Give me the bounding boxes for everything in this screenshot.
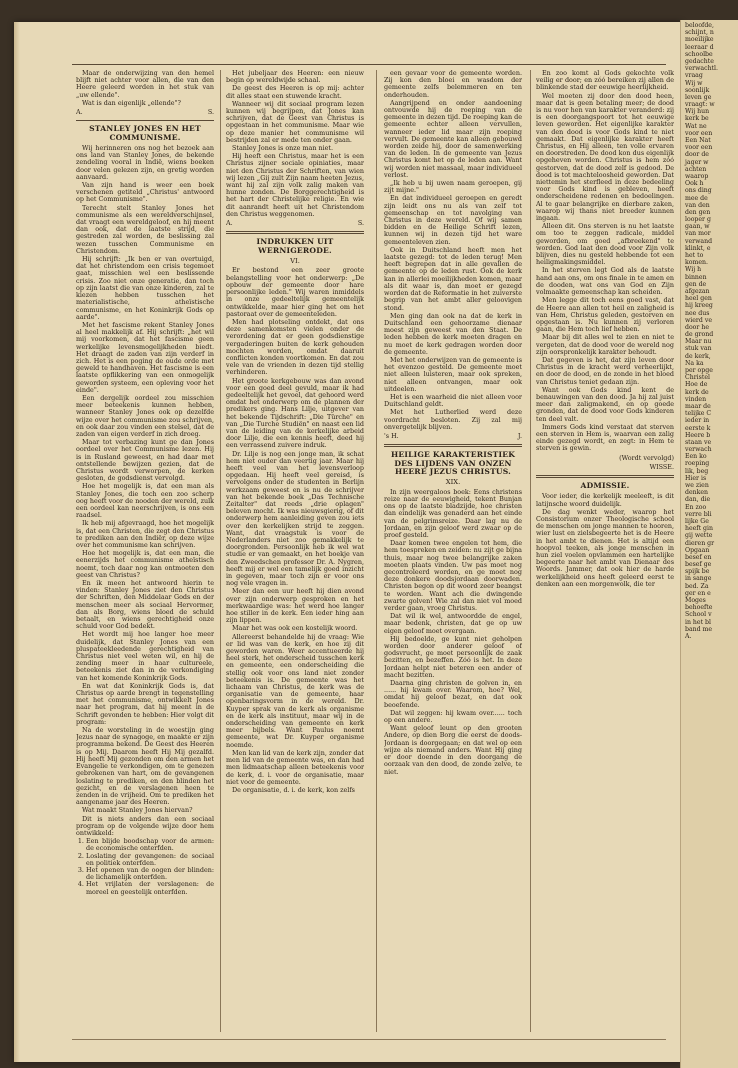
column-1	[76, 70, 214, 1032]
article-paragraph: Men ging dan ook na dat de kerk in Duitschland een gehoorzame dienaar moest zijn geweest van den Staat. De leden hebben de kerk moeten dragen en nu moet de kerk gedragen worden door de gemeente.	[384, 311, 522, 356]
edge-text-fragment: gij wette	[685, 532, 713, 540]
edge-text-fragment: En zoo	[685, 503, 707, 511]
edge-text-fragment: staan ve	[685, 438, 712, 446]
edge-text-fragment: moeilijke	[685, 36, 714, 44]
signature-right: J.	[517, 431, 522, 440]
article-heading: ADMISSIE.	[580, 480, 630, 490]
article-paragraph: En ik meen het antwoord hierin te vinden: Stanley Jones ziet den Christus der Schriften, den Middelaar Gods en der menschen meer als sociaal Hervormer, dan als Borg, wiens bloed de schuld betaalt, en wiens gerechtigheid onze schuld voor God bedekt.	[76, 579, 214, 631]
edge-text-fragment: looper g	[685, 216, 711, 224]
article-paragraph: Daar komen twee engelen tot hem, die hem toespreken en zeiden: nu zijt ge bijna thuis, maar nog twee belangrijke zaken moeten plaats vinden. Uw pas moet nog gecontroleerd worden, en ge moet nog deze donkere doodsjordaan doorwaden. Christen begon op dit woord zeer beangst te worden. Want ach die dwingende zwarte golven! Wie zal dan niet vol moed verder gaan, vroeg Christus.	[384, 539, 522, 613]
column-divider	[530, 70, 531, 1032]
article-paragraph: Met het Lutherlied werd deze voordracht besloten. Zij zal mij onvergetelijk blijven.	[384, 408, 522, 431]
article-paragraph: Alleen dit. Ons sterven is nu het laatste om too te zeggen radicale, middel geworden, om goed „afbreekend" te worden. God laat den dood voor Zijn volk blijven, dies nu gesteld hebbende tot een heiligmakingsmiddel.	[536, 222, 674, 267]
edge-text-fragment: schoolbe	[685, 50, 713, 58]
article-paragraph: Dat wil zeggen: hij kwam over...... toch op een andere.	[384, 708, 522, 725]
article-paragraph: Wel moeten zij door den dood heen, maar dat is geen betaling meer; de dood is nu voor hen van karakter veranderd: zij is een doorgangspoort tot het eeuwige leven geworden. Het eigenlijke karakter van den dood is voor Gods kind te niet gemaakt. Dat eigenlijke karakter heeft Christus, en Hij alleen, ten volle ervaren en doorstreden. De dood kon dus eigenlijk opgeheven worden. Christus is hem zóó gestorven, dat de dood zelf is gedood. De dood is tot machteloosheid geworden. Dat niettemin het sterfleed in deze bedeeling voor Gods kind is gebleven, heeft onderscheidene redenen en bedoelingen. Al te gaar belangrijke en dierbare zaken, waarop wij thans niet breeder kunnen ingaan.	[536, 91, 674, 223]
edge-text-fragment: telijke C	[685, 410, 712, 418]
edge-text-fragment: vraag	[685, 72, 703, 80]
article-paragraph: Meer dan een uur heeft hij dien avond over zijn onderwerp gesproken en het merkwaardige was: het werd hoe langer hoe stiller in de kerk. Een ieder hing aan zijn lippen.	[226, 587, 364, 625]
edge-text-fragment: voor een	[685, 144, 713, 152]
edge-text-fragment: gedachte	[685, 57, 714, 65]
edge-text-fragment: Christel	[685, 374, 710, 382]
article-paragraph: Hij heeft een Christus, maar het is een Christus zijner sociale opiniaties, maar niet den Christus der Schriften, van wien wij lezen „Gij zult Zijn naam heeten Jezus, want hij zal zijn volk zalig maken van hunne zonden. De Borggerechtigheid is het hart der Christelijke religie. En wie dit aanrandt heeft uit het Christendom den Christus weggenomen.	[226, 152, 364, 218]
article-heading: INDRUKKEN UIT WERNIGERODE.	[256, 237, 334, 255]
column-4	[536, 70, 674, 1032]
column-divider	[376, 70, 377, 1032]
edge-text-fragment: stuk van	[685, 345, 712, 353]
edge-text-fragment: verre bli	[685, 510, 712, 518]
article-paragraph: Terecht stelt Stanley Jones het communisme als een wereldverschijnsel, dat vraagt een wereldgeloof, en hij meent dan ook, dat de laatste strijd, die gestreden zal worden, de beslissing zal wezen tusschen Communisme en Christendom.	[76, 203, 214, 255]
page-fold-shadow	[14, 22, 20, 1062]
edge-text-fragment: vraagt: w	[685, 101, 715, 109]
article-paragraph: Men kan lid van de kerk zijn, zonder dat men lid van de gemeente was, en dan had men lidmaatschap alleen beteekenis voor de kerk, d. i. voor de organisatie, maar niet voor de gemeente.	[226, 748, 364, 786]
edge-text-fragment: lijke Ge	[685, 517, 709, 525]
program-list	[76, 838, 214, 896]
separator-rule	[536, 475, 674, 478]
edge-text-fragment: mee de	[685, 194, 708, 202]
edge-text-fragment: Moges	[685, 597, 706, 604]
column-2	[226, 70, 364, 1032]
article-paragraph: In zijn weergaloos boek: Eens christens reize naar de eeuwigheid, tekent Bunjan ons op de laatste bladzijde, hoe christen dan eindelijk was genaderd aan het einde van de pelgrimsreize. Daar lag nu de Jordaan, en zijn geloof werd zwaar op de proef gesteld.	[384, 487, 522, 539]
edge-text-fragment: de kerk,	[685, 352, 711, 360]
edge-text-fragment: Wij h	[685, 266, 702, 274]
article-paragraph: Met het fascisme rekent Stanley Jones al heel makkelijk af. Hij schrijft: „het wil mij voorkomen, dat het fascisme geen werkelijke levensmogelijkheden biedt. Het draagt de zaden van zijn verderf in zich. Het is een poging de oude orde met geweld te handhaven. Het fascisme is een laatste opflikkering van een onmogelijk geworden systeem, een opleving voor het einde".	[76, 320, 214, 394]
edge-text-fragment: komen.	[685, 259, 708, 267]
article-paragraph: Na de worsteling in de woestijn ging Jezus naar de synagoge, en maakte er zijn programma bekend. De Geest des Heeren is op Mij. Daarom heeft Hij Mij gezalfd. Hij heeft Mij gezonden om den armen het Evangelie te verkondigen, om te genezen gebrokenen van hart, om de gevangenen loslating te prediken, en den blinden het gezicht, en de verslagenen heen te zenden in de vrijheid. Om te prediken het aangename jaar des Heeren.	[76, 726, 214, 807]
article-paragraph: „Ik heb u bij uwen naam geroepen, gij zijt mijne."	[384, 179, 522, 195]
edge-text-fragment: eerste k	[685, 424, 711, 432]
article-paragraph: Van zijn hand is weer een boek verschenen getiteld „Christus' antwoord op het Communisme".	[76, 181, 214, 204]
article-paragraph: Ook in Duitschland heeft men het laatste gezegd: tot de leden terug! Men heeft begrepen dat in alle gevallen de gemeente op de leden rust. Ook de kerk kan in allerlei moeilijkheden komen, maar als dit waar is, dan moet er gezegd worden dat de Reformatie in het zuiverste begrip van het ambt aller geloovigen stond.	[384, 245, 522, 312]
separator-rule	[76, 120, 214, 121]
continued-note: (Wordt vervolgd)	[619, 453, 674, 462]
separator-rule	[226, 231, 364, 234]
article-paragraph: Aangrijpend en onder aandoening ontvouwde hij de roeping van de gemeente in dezen tijd. De roeping kan de gemeente echter alleen vervullen, wanneer ieder lid maar zijn roeping vervult. De gemeente kan alleen gebouwd worden zeide hij, door de samenwerking van de leden. In de gemeente van Jezus Christus komt het op de leden aan. Want wij worden niet massaal, maar individueel verlost.	[384, 98, 522, 179]
edge-text-fragment: maar de	[685, 402, 711, 410]
article-paragraph: Maar bij dit alles wel te zien en niet te vergeten, dat de dood voor de wereld nog zijn oorspronkelijk karakter behoudt.	[536, 333, 674, 356]
article-paragraph: Want geloof leunt op den grooten Andere, op dien Borg die eerst de doods-Jordaan is doorgegaan; en dat wel op een wijze als niemand anders. Want Hij ging er door doende in den doorgang de oorzaak van den dood, de zonde zelve, te niet.	[384, 724, 522, 776]
edge-text-fragment: klinkt, e	[685, 244, 711, 252]
article-paragraph: Het wordt mij hoe langer hoe meer duidelijk, dat Stanley Jones van een pluspateekleedende gerechtigheid van Christus niet veel weten wil, en hij de zending meer in haar cultureele, beteekenis ziet dan in de verkondiging van het komende Koninkrijk Gods.	[76, 630, 214, 682]
article-paragraph: Maar tot verbazing kunt ge dan Jones oordeel over het Communisme lezen. Hij is in Rusland geweest, en had daar met ontstellende bewijzen gezien, dat de Christus wordt verworpen, de kerken gesloten, de godsdienst vervolgd.	[76, 438, 214, 483]
edge-text-fragment: behoefte	[685, 604, 713, 612]
edge-text-fragment: het to	[685, 252, 704, 259]
signature-left: A.	[226, 219, 233, 228]
article-paragraph: Er bestond een zeer groote belangstelling voor het onderwerp: „De opbouw der gemeente door hare persoonlijke leden." Wij waren inmiddels in onze gedeeltelijk gemeentelijk ontwikkelde, maar hier ging het om het pastoraat over de gemeenteleden.	[226, 266, 364, 318]
article-paragraph: En zoo komt al Gods gekochte volk veilig er door; en zóó bereiken zij allen de blinkende stad der eeuwige heerlijkheid.	[536, 70, 674, 92]
article-paragraph: een gevaar voor de gemeente worden. Zij kon den bloei en wasdom der gemeente zelfs belemmeren en ten onderhouden.	[384, 70, 522, 99]
edge-text-fragment: de grond	[685, 331, 714, 339]
edge-text-fragment: in sange	[685, 575, 712, 583]
article-paragraph: Het jubeljaar des Heeren: een nieuw begin op wereldwijde schaal.	[226, 70, 364, 85]
article-paragraph: Maar het was ook een kostelijk woord.	[232, 624, 358, 633]
top-rule	[72, 64, 666, 65]
edge-text-fragment: per opge	[685, 367, 713, 374]
edge-text-fragment: heeft gin	[685, 525, 713, 533]
program-list-item: 4. Het vrijlaten der verslagenen: de moreel en geestelijk onterfden.	[86, 881, 214, 895]
article-subheading: VI.	[290, 257, 300, 266]
edge-text-fragment: van den	[685, 201, 710, 209]
edge-text-fragment: jager w	[685, 158, 709, 166]
edge-text-fragment: waarop	[685, 172, 709, 180]
edge-text-fragment: Wij w	[685, 79, 703, 87]
adjacent-page-edge	[680, 20, 738, 1068]
edge-text-fragment: Ook h	[685, 180, 704, 188]
edge-text-fragment: in het bl	[685, 618, 711, 626]
edge-text-fragment: band me	[685, 625, 713, 633]
signature-left: 's H.	[384, 431, 399, 440]
edge-text-fragment: den gen	[685, 208, 711, 216]
article-paragraph: Hij schrijft: „Ik ben er van overtuigd, dat het christendom een crisis tegemoet gaat, misschien wel een beslissende crisis. Zoo niet onze generatie, dan toch op zijn laatst die van onze kinderen, zal te kiezen hebben tusschen het materialistische, atheïstische communisme, en het Koninkrijk Gods op aarde".	[76, 255, 214, 321]
article-paragraph: Dr. Lilje is nog een jonge man, ik schat hem niet ouder dan veertig jaar. Maar hij heeft veel van het levensverloop opgedaan. Hij heeft veel gereisd, is vervolgens onder de studenten in Berlijn werkzaam geweest en is nu de schrijver van het bekende boek „Das Technische Zeitalter" dat reeds „drie oplagen" beleven mocht. Ik was nieuwsgierig, of dit onderwerp hem aanleiding geven zou iets over den kerkelijken strijd te zeggen. Want, dat vraagstuk is voor de Nederlanders niet zoo gemakkelijk te doorgronden. Persoonlijk heb ik wel wat studie er van gemaakt, en het boekje van den Zweedschen professor Dr. A. Nygren, heeft mij er wel een tamelijk goed inzicht in gegeven, maar toch zijn er voor ons nog vele vragen in.	[226, 449, 364, 588]
edge-text-fragment: gen de	[685, 280, 707, 288]
edge-text-fragment: verwach	[685, 446, 712, 454]
edge-text-fragment: Maar nu	[685, 338, 712, 346]
edge-text-fragment: heel gen	[685, 295, 712, 303]
edge-text-fragment: spijk be	[685, 568, 710, 576]
article-paragraph: Ik heb mij afgevraagd, hoe het mogelijk is, dat een Christen, die zegt den Christus te prediken aan den Indiër, op deze wijze over het communisme kan schrijven.	[76, 519, 214, 549]
edge-text-fragment: wierd ve	[685, 316, 712, 324]
edge-text-fragment: binnen	[685, 273, 707, 281]
edge-text-fragment: Heere b	[685, 431, 711, 439]
edge-text-fragment: verwachtl.	[685, 65, 718, 73]
edge-text-fragment: ons ding	[685, 187, 712, 195]
edge-text-fragment: roeping	[685, 460, 710, 468]
edge-text-fragment: verwand	[685, 237, 713, 245]
article-paragraph: De organisatie, d. i. de kerk, kon zelfs	[232, 785, 355, 794]
article-paragraph: Met het onderwijzen van de gemeente is het evenzoo gesteld. De gemeente moet niet alleen luisteren, maar ook spreken, niet alleen ontvangen, maar ook uitdeelen.	[384, 355, 522, 393]
edge-text-fragment: schijnt, n	[685, 29, 714, 37]
edge-text-fragment: denken	[685, 489, 709, 497]
edge-text-fragment: ieder in	[685, 417, 710, 425]
article-paragraph: Want ook Gods kind kent de benauwingen van den dood. Ja hij zal juist meer dan zaligmakend, en op goede gronden, dat de dood voor Gods kinderen ten deel valt.	[536, 385, 674, 423]
author-signature	[226, 220, 364, 227]
article-paragraph: Hoe het mogelijk is, dat een man, die eenerzijds het communisme atheïstisch noemt, toch daar nog kan ontmoeten den geest van Christus?	[76, 549, 214, 579]
article-paragraph: Wat is dan eigenlijk „ellende"?	[82, 98, 181, 107]
article-heading: HEILIGE KARAKTERISTIEK DES LIJDENS VAN ONZEN HEERE JEZUS CHRISTUS.	[390, 450, 516, 476]
article-paragraph: Men legge dit toch eens goed vast, dat de Heere aan allen tot heil en zaligheid is van Hem, Christus geleden, gestorven en opgestaan is. Nu kunnen zij verloren gaan, die Hem toch lief hebben.	[536, 296, 674, 334]
signature-left: A.	[76, 108, 83, 117]
newspaper-page	[14, 22, 682, 1062]
article-paragraph: En dat individueel geroepen en geredt zijn leidt ons nu als van zelf tot gemeenschap en tot navolging van Christus in deze wereld. Of wij samen bidden en de Heilige Schrift lezen, kunnen wij in dezen tijd het ware gemeenteleven zien.	[384, 194, 522, 246]
column-divider	[220, 70, 221, 1032]
edge-text-fragment: we zien	[685, 482, 709, 489]
program-list-item: 2. Loslating der gevangenen: de sociaal en politiek onterfden.	[86, 853, 214, 867]
author-signature	[76, 109, 214, 116]
article-paragraph: Stanley Jones is onze man niet.	[232, 144, 334, 153]
edge-text-fragment: bed. Za	[685, 582, 709, 590]
edge-text-fragment: Hoe de	[685, 381, 708, 389]
edge-text-fragment: dan, die	[685, 496, 711, 504]
edge-text-fragment: gaan, w	[685, 223, 710, 231]
article-paragraph: De geest des Heeren is op mij: achter dit alles staat een stuwende kracht.	[226, 84, 364, 100]
edge-text-fragment: Wij hun	[685, 108, 710, 116]
article-paragraph: Hoe het mogelijk is, dat een man als Stanley Jones, die toch een zoo scherp oog heeft voor de nooden der wereld, zulk een oordeel kan neerschrijven, is ons een raadsel.	[76, 482, 214, 520]
edge-text-fragment: vinden	[685, 395, 707, 403]
edge-text-fragment: beloofde,	[685, 22, 714, 29]
edge-text-fragment: nee dus	[685, 309, 710, 317]
edge-text-fragment: Een ko	[685, 453, 707, 461]
edge-text-fragment: dieren gr	[685, 539, 715, 547]
program-list-item: 3. Het openen van de oogen der blinden: de lichamelijk onterfden.	[86, 867, 214, 881]
signature-right: S.	[207, 108, 214, 117]
edge-text-fragment: leeraar d	[685, 43, 714, 51]
edge-text-fragment: besef ge	[685, 561, 712, 569]
signature-right: S.	[357, 219, 364, 228]
author-signature	[384, 433, 522, 440]
edge-text-fragment: Wat ne	[685, 122, 707, 130]
edge-text-fragment: A.	[685, 632, 692, 640]
article-paragraph: Wat maakt Stanley Jones hiervan?	[82, 806, 193, 815]
article-paragraph: In het sterven legt God als de laatste hand aan ons, om ons finale in te amen en de dooden, wat ons van God en Zijn volmaakte gemeenschap kan scheiden.	[536, 266, 674, 297]
edge-text-fragment: van mor	[685, 230, 711, 238]
article-paragraph: Wij herinneren ons nog het bezoek aan ons land van Stanley Jones, de bekende zendeling vooral in Indië, wiens boeken door velen gelezen zijn, en gretig worden aanvaard.	[76, 144, 214, 181]
edge-text-fragment: Een Nat	[685, 137, 711, 144]
article-paragraph: Voor ieder, die kerkelijk meeleeft, is dit latijnsche woord duidelijk.	[536, 492, 674, 508]
article-paragraph: Dat wil ik wel, antwoordde de engel, maar bedenk, christen, dat ge op uw eigen geloof moet overgaan.	[384, 612, 522, 635]
article-paragraph: De dag wenkt weder, waarop het Consistorium onzer Theologische school de menschen om jonge mannen te hooren, wier lust en zielsbegeerte het is de Heere in het ambt te dienen. Het is altijd een hoopvol teeken, als jonge menschen in hun ziel voelen opvlammen een hartelijke begeerte naar het ambt van Dienaar des Woords. Jammer, dat ook hier de harde werkelijkheid ons heeft geleerd eerst te denken aan een morgenwolk, die ter	[536, 507, 674, 588]
article-paragraph: Maar de onderwijzing van den hemel blijft niet achter voor allen, die van den Heere geleerd worden in het stuk van „uw ellende".	[76, 70, 214, 99]
bottom-rule	[72, 1039, 666, 1040]
article-paragraph: Een dergelijk oordeel zou misschien meer beteekenis kunnen hebben, wanneer Stanley Jones ook op dezelfde wijze over het communisme zou schrijven, en ook daar zou vinden een stelsel, dat de zaden van eigen verderf in zich droeg.	[76, 393, 214, 438]
edge-text-fragment: soonlijk	[685, 86, 710, 94]
adjacent-page-text	[681, 20, 738, 640]
article-paragraph: Immers Gods kind verstaat dat sterven een sterven in Hem is, waarvan een zalig einde gezegd wordt, en zegt: in Hem te sterven is gewin.	[536, 422, 674, 453]
article-paragraph: Daarna ging christen de golven in, en ...... hij kwam over. Waarom, hoe? Wel, omdat hij geloof bezat, en dat ook beoefende.	[384, 679, 522, 709]
separator-rule	[384, 444, 522, 447]
edge-text-fragment: lik, beg	[685, 467, 709, 475]
article-paragraph: Dit is niets anders dan een sociaal program op de volgende wijze door hem ontwikkeld:	[76, 814, 214, 837]
program-list-item: 1. Een blijde boodschap voor de armen: de economische onterfden.	[86, 838, 214, 852]
edge-text-fragment: Hier is	[685, 474, 707, 482]
column-3	[384, 70, 522, 1032]
article-heading: STANLEY JONES EN HET COMMUNISME.	[89, 124, 201, 142]
article-paragraph: Hij bedoelde, ge kunt niet geholpen worden door anderer geloof of godsvrucht, ge moet persoonlijk de zaak bezitten, en bezeffen. Zóó is het. In deze Jordaan helpt niet beteren een ander of macht bezitten.	[384, 634, 522, 679]
edge-text-fragment: door he	[685, 323, 709, 331]
article-paragraph: Men had plotseling ontdekt, dat ons deze samenkomsten vielen onder de verordening dat er geen godsdienstige vergaderingen buiten de kerk gehouden mochten worden, omdat daaruit conflicten konden voortkomen. En dat zou vele van de vrienden in dezen tijd stellig verhinderen.	[226, 317, 364, 377]
edge-text-fragment: School v	[685, 611, 712, 619]
edge-text-fragment: Na ka	[685, 359, 704, 367]
edge-text-fragment: leven ge	[685, 93, 712, 101]
edge-text-fragment: kerk be	[685, 115, 709, 123]
article-paragraph: Dat gegeven is het, dat zijn leven door Christus in de kracht werd verheerlijkt, en door de dood, en de zonde in het bloed van Christus teniet gedaan zijn.	[536, 355, 674, 386]
article-paragraph: Wanneer wij dit sociaal program lezen kunnen wij begrijpen, dat Jones kan schrijven, dat de Geest van Christus is opgestaan in het communisme. Maar wie op deze manier het communisme wil bestrijden zal er mede ten onder gaan.	[226, 99, 364, 144]
article-paragraph: Allereerst behandelde hij de vraag: Wie er lid was van de kerk, en hoe zij dit geworden waren. Weer accentueerde hij heel sterk, het onderscheid tusschen kerk en gemeente, een onderscheiding die stellig ook voor ons land niet zonder beteekenis is. De gemeente was het lichaam van Christus, de kerk was de organisatie van de gemeente, haar openbaringsvorm in de wereld. Dr. Kuyper sprak van de kerk als organisme en de kerk als instituut, maar wij in de onderscheiding van gemeente en kerk meer bijbels. Want Paulus noemt gemeente, wat Dr. Kuyper organisme noemde.	[226, 632, 364, 749]
edge-text-fragment: kerk de	[685, 388, 709, 396]
edge-text-fragment: besef en	[685, 553, 712, 561]
edge-text-fragment: voor een	[685, 129, 713, 137]
edge-text-fragment: ger en e	[685, 589, 711, 597]
article-subheading: XIX.	[445, 478, 461, 487]
author-signature: WISSE.	[649, 462, 674, 471]
edge-text-fragment: Opgaan	[685, 546, 710, 554]
edge-text-fragment: afgezan	[685, 287, 710, 295]
article-paragraph: En wat dat Koninkrijk Gods is, dat Christus op aarde brengt in tegenstelling met het communisme, ontwikkelt Jones naar het program, dat hij meent in de Schrift gevonden te hebben: Hier volgt dit program:	[76, 681, 214, 726]
article-paragraph: Het groote kerkgebouw was dan avond voor een goed deel gevuld, maar ik had gedeeltelijk het gevoel, dat gehoord werd omdat het onderwerp om de plannen der predikers ging. Hans Lilje, uitgever van het bekende Tijdschrift: „Die Türche" en van „Die Turche Studiën" en naast een lid van de leiding van de kerkelijke arbeid door Lilje, die een kennis heeft, deed hij een verrassend zuivere indruk.	[226, 376, 364, 450]
edge-text-fragment: achten	[685, 165, 707, 173]
edge-text-fragment: door de	[685, 151, 709, 159]
article-paragraph: Het is een waarheid die niet alleen voor Duitschland geldt.	[384, 392, 522, 409]
edge-text-fragment: hij kreeg	[685, 302, 713, 310]
